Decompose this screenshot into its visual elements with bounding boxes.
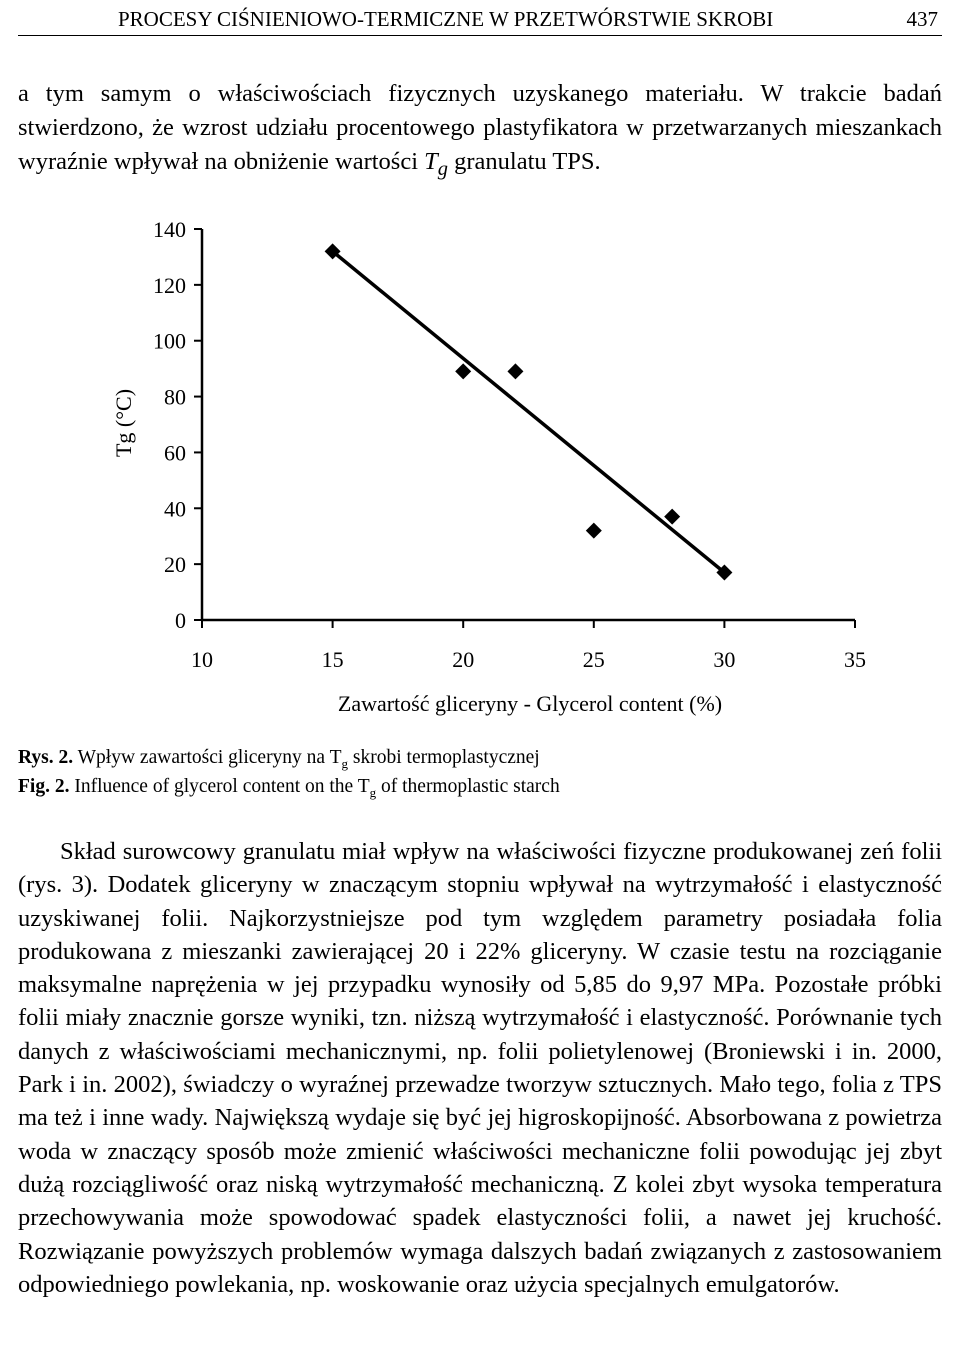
- intro-text-part2: granulatu TPS.: [447, 148, 601, 175]
- caption-text-pl-2: skrobi termoplastycznej: [348, 747, 540, 768]
- body-paragraph: [18, 835, 942, 1301]
- data-point-diamond: [664, 509, 680, 525]
- page-number: 437: [906, 7, 938, 31]
- y-tick-label: 60: [164, 440, 186, 466]
- x-tick-label: 35: [844, 647, 866, 672]
- data-point-diamond: [455, 363, 471, 379]
- x-tick-label: 10: [191, 647, 213, 672]
- intro-paragraph: [18, 77, 942, 186]
- x-tick-label: 30: [713, 647, 736, 672]
- caption-label-pl: Rys. 2.: [18, 747, 74, 768]
- trendline-group: [333, 251, 725, 572]
- trendline: [333, 251, 725, 572]
- y-tick-label: 100: [153, 328, 186, 354]
- x-axis-label: Zawartość gliceryny - Glycerol content (%): [337, 691, 723, 716]
- header-rule: [18, 35, 942, 36]
- x-tick-label: 25: [582, 647, 605, 672]
- y-tick-label: 120: [153, 272, 186, 298]
- caption-text-en-1: Influence of glycerol content on the T: [69, 776, 370, 797]
- tg-symbol: T: [424, 148, 438, 175]
- x-tick-label: 15: [321, 647, 344, 672]
- caption-text-en-2: of thermoplastic starch: [376, 776, 560, 797]
- caption-sub-en: g: [369, 784, 377, 800]
- data-point-diamond: [586, 523, 602, 539]
- figure-caption-en: [18, 776, 942, 804]
- intro-text-part1: a tym samym o właściwościach fizycznych uzyskanego materiału. W trakcie badań stwierdzono, że wzrost udziału procentowego plastyfikatora w przetwarzanych mieszankach wyraźnie wpływał na obniżenie wartości: [18, 80, 942, 175]
- caption-sub-pl: g: [341, 755, 349, 771]
- data-point-diamond: [507, 363, 523, 379]
- tg-glycerol-chart: [0, 200, 960, 730]
- running-title: PROCESY CIŚNIENIOWO-TERMICZNE W PRZETWÓRSTWIE SKROBI: [118, 7, 774, 31]
- y-tick-label: 140: [153, 217, 186, 242]
- y-tick-label: 80: [164, 384, 186, 410]
- tg-subscript: g: [437, 157, 448, 180]
- figure-caption-pl: [18, 747, 942, 775]
- running-header: [18, 4, 942, 34]
- y-tick-label: 20: [164, 552, 186, 578]
- y-axis-label: Tg (°C): [111, 388, 136, 458]
- x-axis-ticks: [191, 620, 866, 672]
- y-axis-ticks: [153, 217, 202, 633]
- y-tick-label: 40: [164, 496, 186, 522]
- body-paragraph-text: Skład surowcowy granulatu miał wpływ na właściwości fizyczne produkowanej zeń folii (rys. 3). Dodatek gliceryny w znaczącym stopniu wpływał na wytrzymałość i elastyczność uzyskiwanej folii. Najkorzystniejsze pod tym względem parametry posiadała folia produkowana z mieszanki zawierającej 20 i 22% gliceryny. W czasie testu na rozciąganie maksymalne naprężenia w jej przypadku wynosiły od 5,85 do 9,97 MPa. Pozostałe próbki folii miały znacznie gorsze wyniki, tzn. niższą wytrzymałość i elastyczność. Porównanie tych danych z właściwościami mechanicznymi, np. folii polietylenowej (Broniewski i in. 2000, Park i in. 2002), świadczy o wyraźnej przewadze tworzyw sztucznych. Mało tego, folia z TPS ma też i inne wady. Największą wydaje się być jej higroskopijność. Absorbowana z powietrza woda w znaczący sposób może zmienić właściwości mechaniczne folii powodując jej zbyt dużą rozciągliwość oraz niską wytrzymałość mechaniczną. Z kolei zbyt wysoka temperatura przechowywania może spowodować spadek elastyczności folii, a nawet jej kruchość. Rozwiązanie powyższych problemów wymaga dalszych badań związanych z zastosowaniem odpowiedniego powlekania, np. woskowanie oraz użycia specjalnych emulgatorów.: [18, 838, 942, 1298]
- caption-text-pl-1: Wpływ zawartości gliceryny na T: [73, 747, 342, 768]
- x-tick-label: 20: [452, 647, 475, 672]
- caption-label-en: Fig. 2.: [18, 776, 70, 797]
- chart-axes: [202, 229, 855, 620]
- y-tick-label: 0: [175, 608, 186, 633]
